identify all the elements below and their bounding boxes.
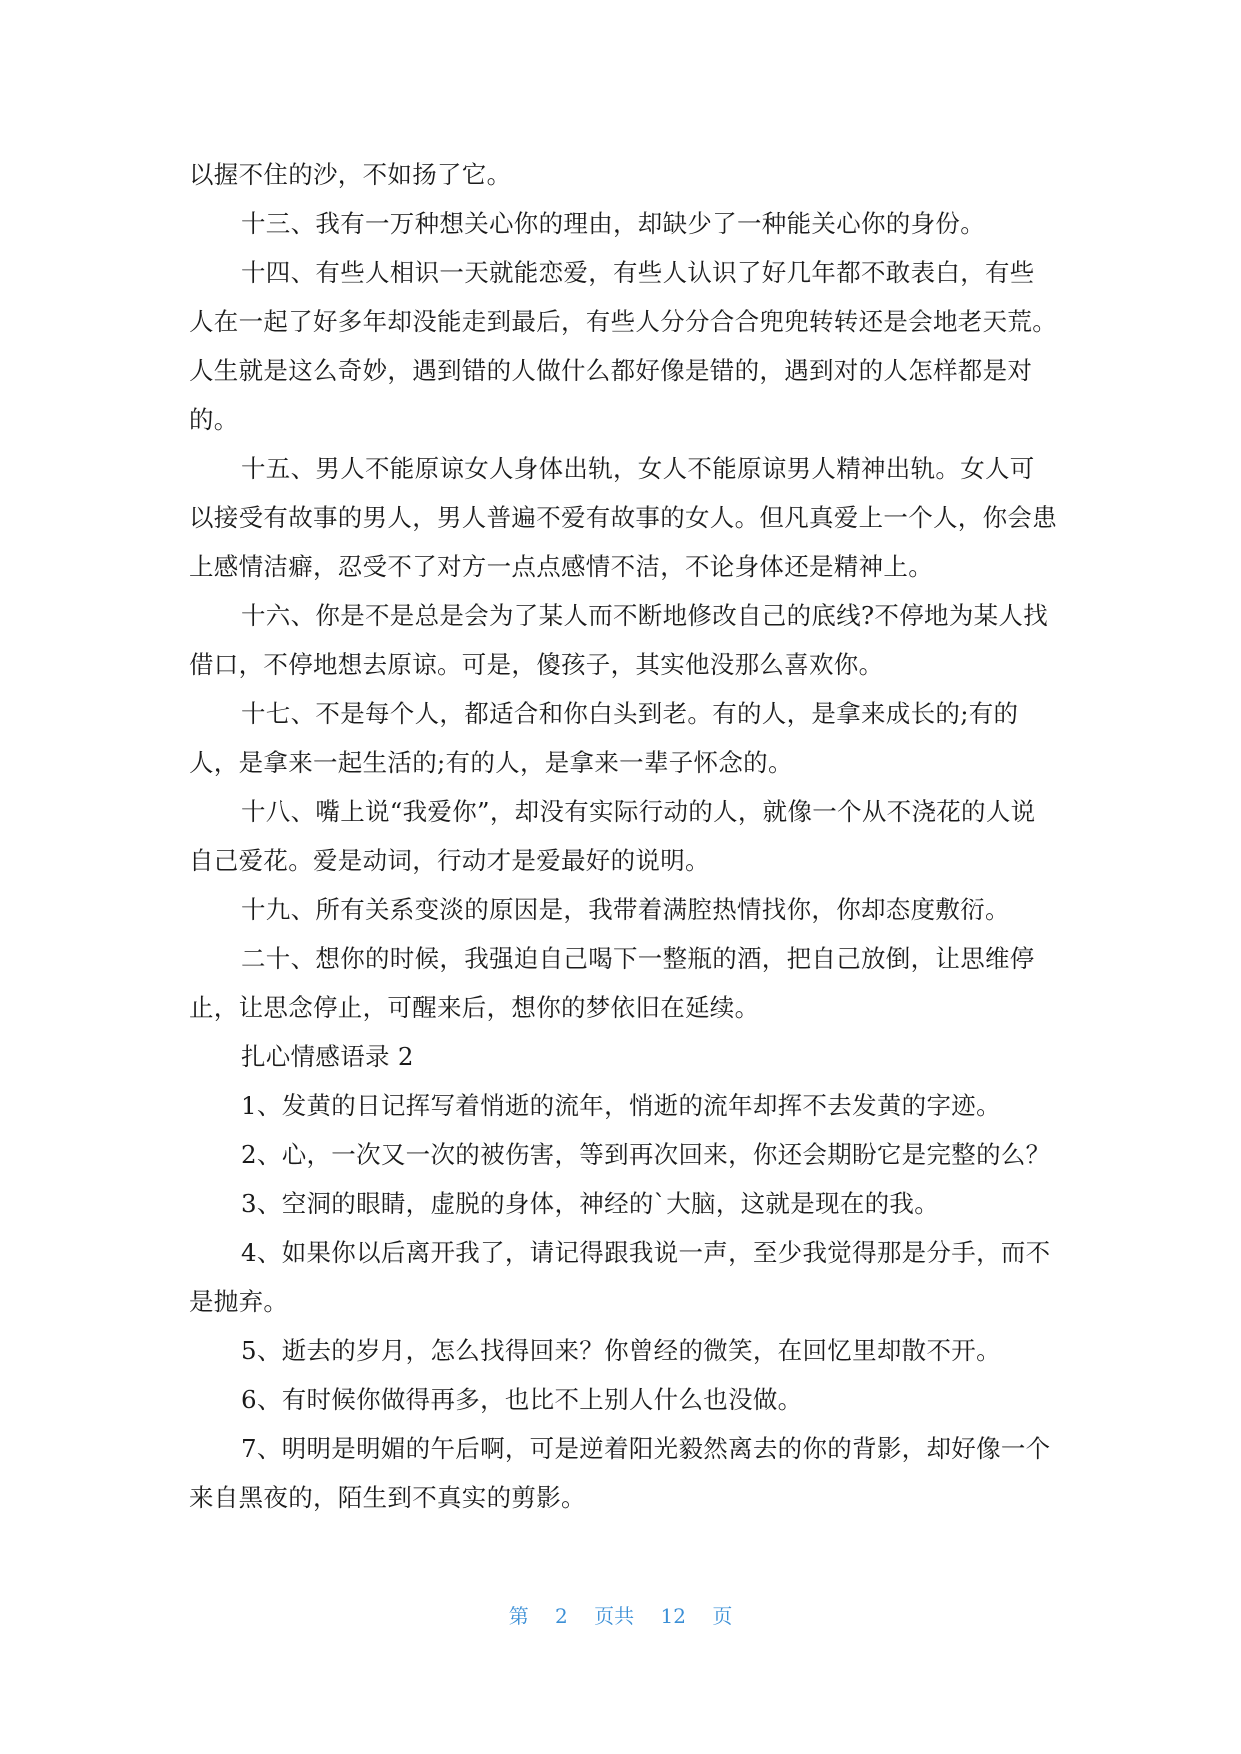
paragraph-item-4: 4、如果你以后离开我了，请记得跟我说一声，至少我觉得那是分手，而不是抛弃。 — [189, 1238, 1051, 1316]
footer-suffix: 页 — [712, 1604, 733, 1628]
paragraph-item-3: 3、空洞的眼睛，虚脱的身体，神经的`大脑，这就是现在的我。 — [241, 1189, 940, 1218]
paragraph-item-16: 十六、你是不是总是会为了某人而不断地修改自己的底线?不停地为某人找借口，不停地想去原谅。可是，傻孩子，其实他没那么喜欢你。 — [189, 601, 1049, 679]
paragraph-item-5: 5、逝去的岁月，怎么找得回来？你曾经的微笑，在回忆里却散不开。 — [241, 1336, 1001, 1365]
current-page-number: 2 — [555, 1604, 568, 1628]
total-page-count: 12 — [660, 1604, 686, 1628]
paragraph-item-6: 6、有时候你做得再多，也比不上别人什么也没做。 — [241, 1385, 803, 1414]
paragraph-item-15: 十五、男人不能原谅女人身体出轨，女人不能原谅男人精神出轨。女人可以接受有故事的男人，男人普遍不爱有故事的女人。但凡真爱上一个人，你会患上感情洁癖，忍受不了对方一点点感情不洁，不论身体还是精神上。 — [189, 454, 1057, 581]
paragraph-item-18: 十八、嘴上说“我爱你”，却没有实际行动的人，就像一个从不浇花的人说自己爱花。爱是动词，行动才是爱最好的说明。 — [189, 797, 1036, 875]
paragraph-item-20: 二十、想你的时候，我强迫自己喝下一整瓶的酒，把自己放倒，让思维停止，让思念停止，可醒来后，想你的梦依旧在延续。 — [189, 944, 1035, 1022]
section-heading: 扎心情感语录 2 — [241, 1042, 414, 1071]
paragraph-item-1: 1、发黄的日记挥写着悄逝的流年，悄逝的流年却挥不去发黄的字迹。 — [241, 1091, 1001, 1120]
footer-prefix: 第 — [508, 1604, 529, 1628]
paragraph-item-13: 十三、我有一万种想关心你的理由，却缺少了一种能关心你的身份。 — [241, 209, 985, 238]
footer-middle: 页共 — [594, 1604, 635, 1628]
paragraph-item-14: 十四、有些人相识一天就能恋爱，有些人认识了好几年都不敢表白，有些人在一起了好多年却没能走到最后，有些人分分合合兜兜转转还是会地老天荒。人生就是这么奇妙，遇到错的人做什么都好像是错的，遇到对的人怎样都是对的。 — [189, 258, 1057, 434]
paragraph-item-7: 7、明明是明媚的午后啊，可是逆着阳光毅然离去的你的背影，却好像一个来自黑夜的，陌生到不真实的剪影。 — [189, 1434, 1051, 1512]
paragraph-continuation: 以握不住的沙，不如扬了它。 — [189, 160, 512, 189]
paragraph-item-19: 十九、所有关系变淡的原因是，我带着满腔热情找你，你却态度敷衍。 — [241, 895, 1010, 924]
paragraph-item-17: 十七、不是每个人，都适合和你白头到老。有的人，是拿来成长的;有的人，是拿来一起生活的;有的人，是拿来一辈子怀念的。 — [189, 699, 1019, 777]
page-number-footer — [0, 1602, 1241, 1630]
paragraph-item-2: 2、心，一次又一次的被伤害，等到再次回来，你还会期盼它是完整的么？ — [241, 1140, 1051, 1169]
document-body — [189, 150, 1059, 1522]
